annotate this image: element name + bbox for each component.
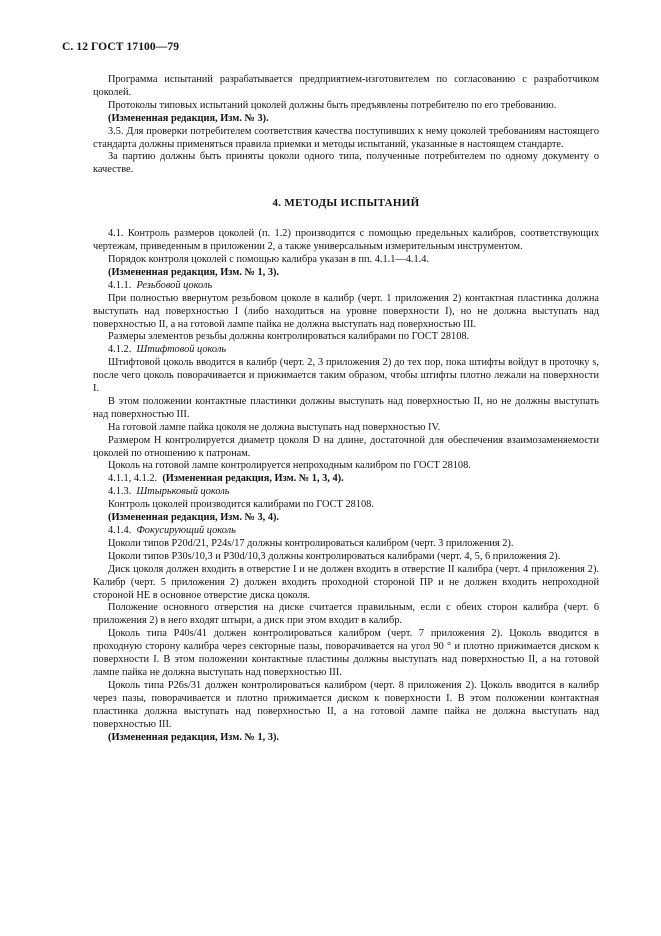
paragraph: На готовой лампе пайка цоколя не должна выступать над поверхностью IV. [108,421,441,433]
subsection-number: 4.1.1, 4.1.2. [108,473,158,485]
paragraph: Программа испытаний разрабатывается предприятием-изготовителем по согласованию с разработчиком цоколей. [93,74,599,98]
subsection-title: Штифтовой цоколь [136,344,227,356]
document-body [93,74,599,744]
paragraph: Цоколь типа P26s/31 должен контролироваться калибром (черт. 8 приложения 2). Цоколь вводится в калибр через пазы, поворачивается и плотно прижимается диском к поверхности I. В этом положении контактная пластинка должна выступать над поверхностью II, а на готовой лампе пайка не должна выступать над поверхностью III. [93,679,599,730]
paragraph: Контроль цоколей производится калибрами по ГОСТ 28108. [108,499,374,511]
subsection-title: Штырьковый цоколь [136,486,230,498]
paragraph: Порядок контроля цоколей с помощью калибра указан в пп. 4.1.1—4.1.4. [108,253,430,265]
paragraph: 3.5. Для проверки потребителем соответствия качества поступивших к нему цоколей требованиям настоящего стандарта должны применяться правила приемки и методы испытаний, указанные в настоящем стандарте. [93,125,599,150]
subsection-heading [93,486,599,499]
amendment-note: (Измененная редакция, Изм. № 3, 4). [108,512,280,524]
paragraph: Цоколи типов P20d/21, P24s/17 должны контролироваться калибром (черт. 3 приложения 2). [108,537,514,549]
paragraph: Размеры элементов резьбы должны контролироваться калибрами по ГОСТ 28108. [108,331,470,343]
amendment-note: (Измененная редакция, Изм. № 3). [108,112,269,124]
paragraph: Цоколь типа P40s/41 должен контролироваться калибром (черт. 7 приложения 2). Цоколь вводится в проходную сторону калибра через секторные пазы, поворачивается на угол 90 ° и плотно прижимается диском к поверхности I. В этом положении контактные пластины должны выступать над поверхностью II, а на готовой лампе пайка не должна выступать над поверхностью III. [93,628,599,678]
paragraph: Штифтовой цоколь вводится в калибр (черт. 2, 3 приложения 2) до тех пор, пока штифты войдут в проточку s, после чего цоколь поворачивается и прижимается таким образом, чтобы штифты плотно лежали на поверхности I. [93,357,599,395]
amendment-note: (Измененная редакция, Изм. № 1, 3). [108,731,280,743]
paragraph: Положение основного отверстия на диске считается правильным, если с обеих сторон калибра (черт. 6 приложения 2) в него входят штыри, а диск при этом входит в калибр. [93,602,599,627]
paragraph: Диск цоколя должен входить в отверстие I и не должен входить в отверстие II калибра (черт. 4 приложения 2). Калибр (черт. 5 приложения 2) должен входить проходной стороной ПР и не должен входить непроходной стороной НЕ в основное отверстие диска цоколя. [93,563,599,601]
subsection-number: 4.1.4. [108,525,132,536]
paragraph: Цоколь на готовой лампе контролируется непроходным калибром по ГОСТ 28108. [108,460,471,472]
subsection-title: Фокусирующий цоколь [136,525,236,536]
paragraph: При полностью ввернутом резьбовом цоколе в калибр (черт. 1 приложения 2) контактная пластинка должна выступать над поверхностью I (либо находиться на уровне поверхности I), но не должна выступать над поверхностью II, а на готовой лампе пайка не должна выступать над поверхностью III. [93,292,599,330]
page-header: С. 12 ГОСТ 17100—79 [62,41,180,53]
paragraph: Протоколы типовых испытаний цоколей должны быть предъявлены потребителю по его требованию. [108,99,557,111]
amendment-note: (Измененная редакция, Изм. № 1, 3). [108,266,280,278]
section-title: 4. МЕТОДЫ ИСПЫТАНИЙ [272,197,420,210]
subsection-number: 4.1.2. [108,344,132,356]
methods-block [93,228,599,744]
paragraph: Цоколи типов P30s/10,3 и P30d/10,3 должны контролироваться калибрами (черт. 4, 5, 6 приложения 2). [108,550,561,562]
subsection-title: Резьбовой цоколь [136,279,213,291]
subsection-heading [93,344,599,357]
subsection-heading [93,525,599,538]
subsection-number: 4.1.1. [108,279,132,291]
paragraph: Размером H контролируется диаметр цоколя D на длине, достаточной для обеспечения взаимозаменяемости цоколей по отношению к патронам. [93,434,599,459]
amendment-note [93,473,599,486]
paragraph: 4.1. Контроль размеров цоколей (п. 1.2) производится с помощью предельных калибров, соответствующих чертежам, приведенным в приложении 2, а также универсальным измерительным инструментом. [93,228,599,253]
paragraph: За партию должны быть приняты цоколи одного типа, полученные потребителем по одному документу о качестве. [93,151,599,176]
amendment-text: (Измененная редакция, Изм. № 1, 3, 4). [162,473,344,485]
paragraph: В этом положении контактные пластинки должны выступать над поверхностью II, но не должны выступать над поверхностью III. [93,395,599,420]
intro-block [93,74,599,177]
subsection-heading [93,280,599,293]
subsection-number: 4.1.3. [108,486,132,498]
